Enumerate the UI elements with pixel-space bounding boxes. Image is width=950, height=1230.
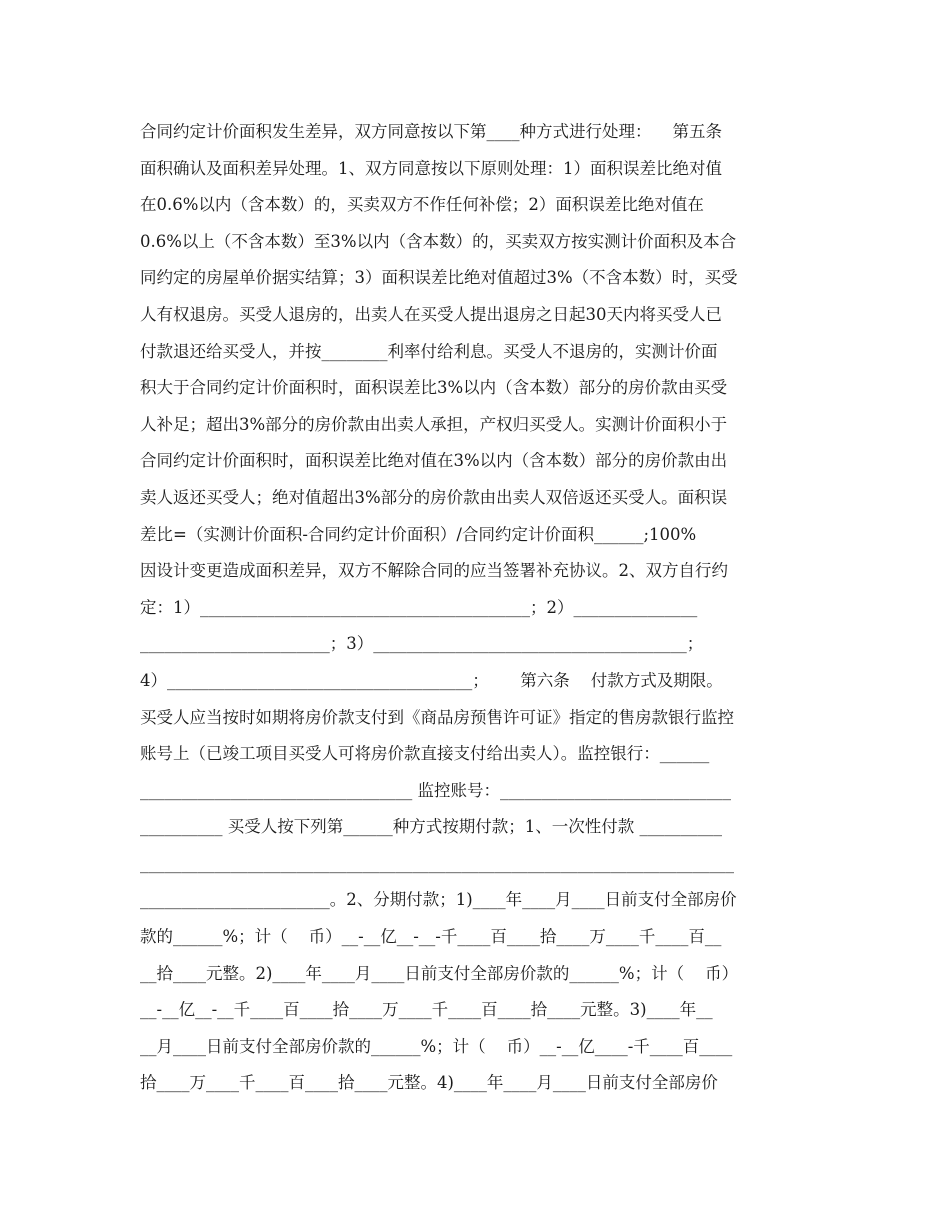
text-line: 4）_____________________________________； 第六条 付款方式及期限。 xyxy=(140,670,723,690)
text-line: __月____日前支付全部房价款的______%；计（ 币）__-__亿____-千____百____ xyxy=(140,1036,733,1056)
contract-text xyxy=(140,114,820,1102)
text-line: 拾____万____千____百____拾____元整。4)____年____月____日前支付全部房价 xyxy=(140,1073,718,1093)
text-line: __-__亿__-__千____百____拾____万____千____百____拾____元整。3)____年__ xyxy=(140,1000,713,1020)
text-line: 差比=（实测计价面积-合同约定计价面积）/合同约定计价面积______;100% xyxy=(140,524,697,544)
text-line: _______________________。2、分期付款；1)____年____月____日前支付全部房价 xyxy=(140,890,737,910)
text-line: 0.6%以上（不含本数）至3%以内（含本数）的，买卖双方按实测计价面积及本合 xyxy=(140,231,737,251)
text-line: 因设计变更造成面积差异，双方不解除合同的应当签署补充协议。2、双方自行约 xyxy=(140,561,728,581)
text-line: 卖人返还买受人；绝对值超出3%部分的房价款由出卖人双倍返还买受人。面积误 xyxy=(140,487,728,507)
text-line: 付款退还给买受人，并按________利率付给利息。买受人不退房的，实测计价面 xyxy=(140,341,718,361)
text-line: _________________________________ 监控账号：____________________________ xyxy=(140,780,731,800)
text-line: 面积确认及面积差异处理。1、双方同意按以下原则处理：1）面积误差比绝对值 xyxy=(140,158,722,178)
text-line: 在0.6%以内（含本数）的，买卖双方不作任何补偿；2）面积误差比绝对值在 xyxy=(140,195,704,215)
text-line: 积大于合同约定计价面积时，面积误差比3%以内（含本数）部分的房价款由买受 xyxy=(140,378,728,398)
text-line: __________ 买受人按下列第______种方式按期付款；1、一次性付款 __________ xyxy=(140,817,722,837)
text-line: 定：1）________________________________________；2）_______________ xyxy=(140,597,698,617)
text-line: 款的______%；计（ 币）__-__亿__-__-千____百____拾____万____千____百__ xyxy=(140,927,722,947)
text-line: 买受人应当按时如期将房价款支付到《商品房预售许可证》指定的售房款银行监控 xyxy=(140,707,734,727)
text-line: 人有权退房。买受人退房的，出卖人在买受人提出退房之日起30天内将买受人已 xyxy=(140,304,722,324)
text-line: 同约定的房屋单价据实结算；3）面积误差比绝对值超过3%（不含本数）时，买受 xyxy=(140,268,738,288)
text-line: 合同约定计价面积发生差异，双方同意按以下第____种方式进行处理： 第五条 xyxy=(140,122,722,141)
text-line: 账号上（已竣工项目买受人可将房价款直接支付给出卖人）。监控银行：______ xyxy=(140,744,710,764)
text-line: ________________________________________________________________________ xyxy=(140,853,734,873)
text-line: 合同约定计价面积时，面积误差比绝对值在3%以内（含本数）部分的房价款由出 xyxy=(140,451,728,471)
text-line: _______________________；3）______________________________________； xyxy=(140,634,704,654)
text-line: 人补足；超出3%部分的房价款由出卖人承担，产权归买受人。实测计价面积小于 xyxy=(140,414,728,434)
text-line: __拾____元整。2)____年____月____日前支付全部房价款的______%；计（ 币） xyxy=(140,963,739,983)
